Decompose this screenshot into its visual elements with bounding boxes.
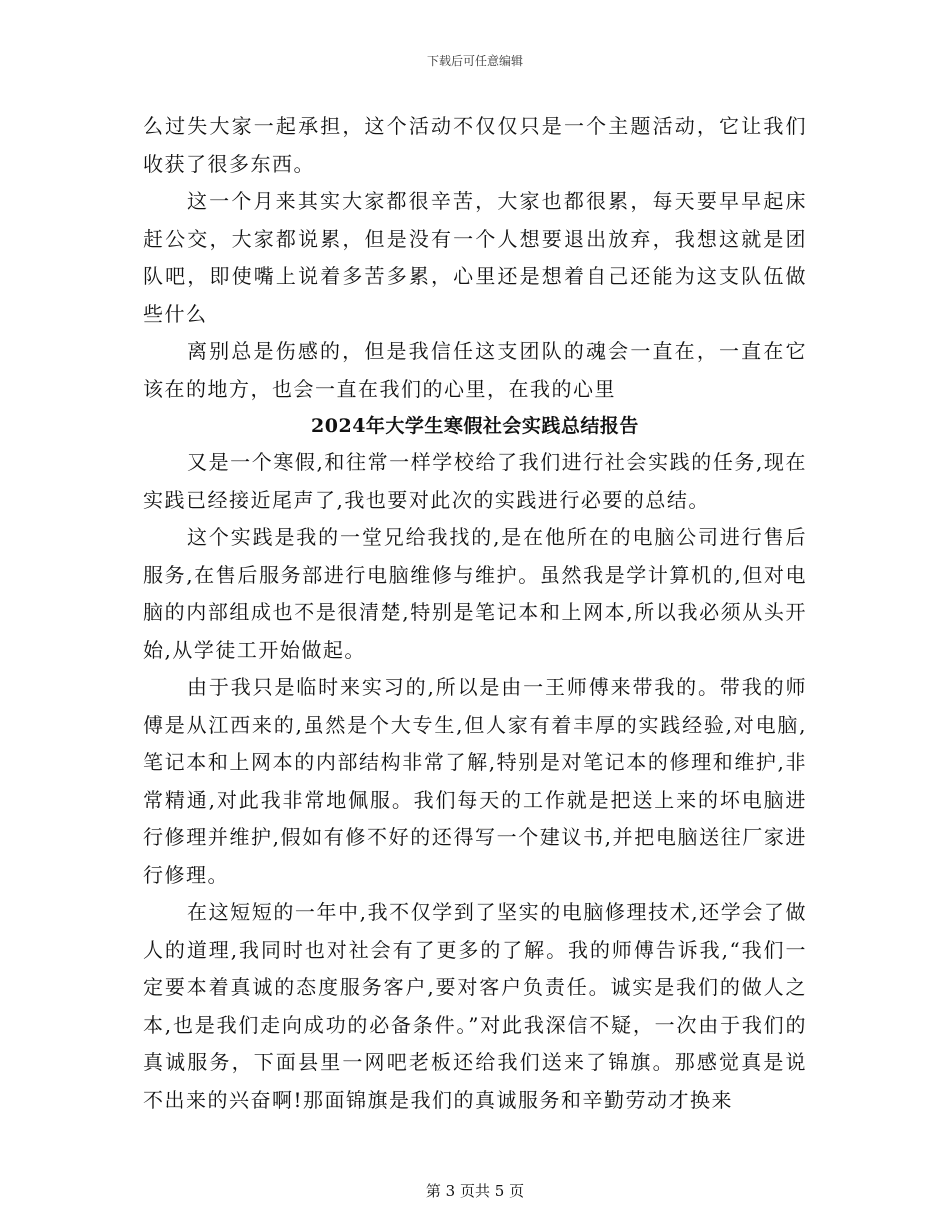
page-header: 下载后可任意编辑 bbox=[426, 54, 523, 68]
paragraph-1: 么过失大家一起承担，这个活动不仅仅只是一个主题活动，它让我们收获了很多东西。 bbox=[143, 114, 807, 176]
paragraph-5: 这个实践是我的一堂兄给我找的,是在他所在的电脑公司进行售后服务,在售后服务部进行电脑维修与维护。虽然我是学计算机的,但对电脑的内部组成也不是很清楚,特别是笔记本和上网本,所以我必须从头开始,从学徒工开始做起。 bbox=[143, 525, 807, 662]
paragraph-3: 离别总是伤感的，但是我信任这支团队的魂会一直在，一直在它该在的地方，也会一直在我们的心里，在我的心里 bbox=[143, 339, 807, 401]
paragraph-6: 由于我只是临时来实习的,所以是由一王师傅来带我的。带我的师傅是从江西来的,虽然是个大专生,但人家有着丰厚的实践经验,对电脑,笔记本和上网本的内部结构非常了解,特别是对笔记本的修理和维护,非常精通,对此我非常地佩服。我们每天的工作就是把送上来的坏电脑进行修理并维护,假如有修不好的还得写一个建议书,并把电脑送往厂家进行修理。 bbox=[143, 675, 807, 887]
paragraph-7: 在这短短的一年中,我不仅学到了坚实的电脑修理技术,还学会了做人的道理,我同时也对社会有了更多的了解。我的师傅告诉我,“我们一定要本着真诚的态度服务客户,要对客户负责任。诚实是我们的做人之本,也是我们走向成功的必备条件。”对此我深信不疑，一次由于我们的真诚服务，下面县里一网吧老板还给我们送来了锦旗。那感觉真是说不出来的兴奋啊!那面锦旗是我们的真诚服务和辛勤劳动才换来 bbox=[143, 900, 807, 1112]
page-number-footer: 第 3 页共 5 页 bbox=[425, 1182, 525, 1200]
paragraph-4: 又是一个寒假,和往常一样学校给了我们进行社会实践的任务,现在实践已经接近尾声了,我也要对此次的实践进行必要的总结。 bbox=[143, 450, 807, 512]
section-title: 2024年大学生寒假社会实践总结报告 bbox=[311, 415, 639, 437]
document-body bbox=[143, 108, 807, 1119]
paragraph-2: 这一个月来其实大家都很辛苦，大家也都很累，每天要早早起床赶公交，大家都说累，但是没有一个人想要退出放弃，我想这就是团队吧，即使嘴上说着多苦多累，心里还是想着自己还能为这支队伍做些什么 bbox=[143, 189, 807, 326]
